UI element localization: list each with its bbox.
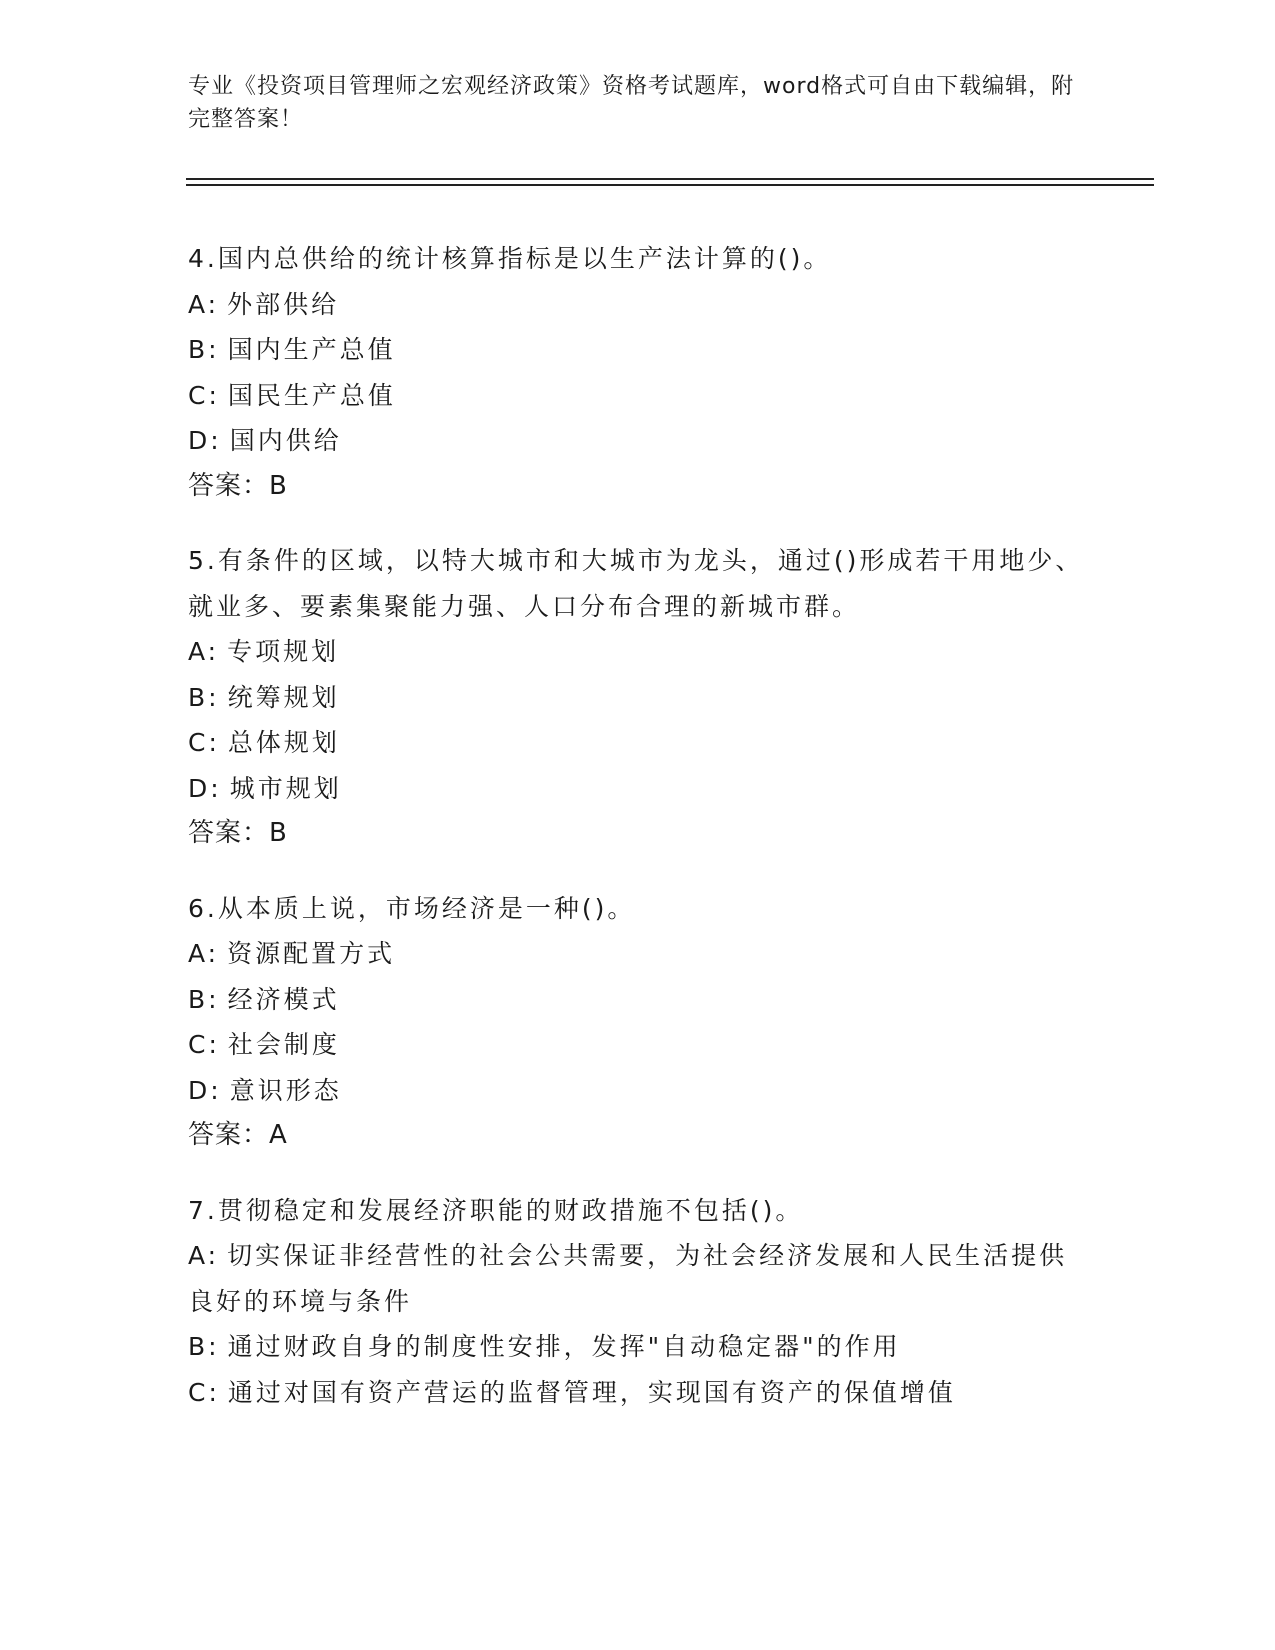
option-label: C: xyxy=(188,1377,220,1407)
question-4 xyxy=(188,236,1088,509)
option-c xyxy=(188,720,1088,766)
question-text: 国内总供给的统计核算指标是以生产法计算的()。 xyxy=(217,244,832,273)
option-b xyxy=(188,327,1088,373)
option-a xyxy=(188,931,1088,977)
question-number: 7. xyxy=(188,1195,218,1225)
option-label: B: xyxy=(188,335,220,364)
question-stem xyxy=(188,886,1088,932)
answer-value: B xyxy=(269,470,288,501)
option-label: D: xyxy=(188,1075,222,1105)
answer-value: B xyxy=(269,818,288,848)
header-text: 专业《投资项目管理师之宏观经济政策》资格考试题库，word格式可自由下载编辑，附完整答案！ xyxy=(188,74,1075,132)
option-a xyxy=(188,1233,1088,1324)
question-list xyxy=(188,236,1088,1444)
answer-line xyxy=(188,464,1088,510)
option-c xyxy=(188,373,1088,419)
option-text: 国内供给 xyxy=(229,426,342,455)
option-label: C: xyxy=(188,380,220,410)
option-text: 资源配置方式 xyxy=(227,939,396,968)
question-stem xyxy=(188,236,1088,282)
answer-line xyxy=(188,811,1088,857)
option-label: B: xyxy=(188,1332,220,1361)
answer-line xyxy=(188,1113,1088,1159)
option-a xyxy=(188,629,1088,675)
question-stem xyxy=(188,538,1088,629)
option-d xyxy=(188,418,1088,464)
option-text: 社会制度 xyxy=(227,1030,340,1059)
option-label: B: xyxy=(188,682,220,712)
option-text: 切实保证非经营性的社会公共需要，为社会经济发展和人民生活提供良好的环境与条件 xyxy=(188,1241,1068,1316)
option-text: 经济模式 xyxy=(227,984,340,1014)
option-text: 国民生产总值 xyxy=(227,380,396,410)
question-text: 从本质上说，市场经济是一种()。 xyxy=(217,893,636,923)
document-header xyxy=(188,70,1088,136)
option-label: D: xyxy=(188,426,222,455)
option-a xyxy=(188,282,1088,328)
option-label: A: xyxy=(188,939,220,968)
header-divider-top xyxy=(186,178,1154,180)
option-d xyxy=(188,766,1088,812)
option-c xyxy=(188,1022,1088,1068)
answer-label: 答案： xyxy=(188,470,270,501)
option-text: 通过对国有资产营运的监督管理，实现国有资产的保值增值 xyxy=(227,1377,956,1407)
option-label: B: xyxy=(188,984,220,1014)
option-b xyxy=(188,977,1088,1023)
option-text: 总体规划 xyxy=(227,728,340,757)
question-number: 5. xyxy=(188,546,218,575)
question-text: 有条件的区域，以特大城市和大城市为龙头，通过()形成若干用地少、就业多、要素集聚能力强、人口分布合理的新城市群。 xyxy=(188,546,1084,621)
question-number: 4. xyxy=(188,244,218,273)
answer-label: 答案： xyxy=(188,1120,270,1150)
question-stem xyxy=(188,1188,1088,1234)
question-7 xyxy=(188,1188,1088,1416)
option-text: 外部供给 xyxy=(227,289,340,319)
question-number: 6. xyxy=(188,893,218,923)
option-label: A: xyxy=(188,637,220,666)
option-text: 专项规划 xyxy=(227,637,340,666)
option-text: 通过财政自身的制度性安排，发挥"自动稳定器"的作用 xyxy=(227,1332,901,1361)
option-b xyxy=(188,1324,1088,1370)
option-text: 城市规划 xyxy=(229,773,342,803)
question-text: 贯彻稳定和发展经济职能的财政措施不包括()。 xyxy=(217,1195,804,1225)
option-label: A: xyxy=(188,289,220,319)
question-5 xyxy=(188,538,1088,857)
option-b xyxy=(188,675,1088,721)
option-label: C: xyxy=(188,1030,220,1059)
option-d xyxy=(188,1068,1088,1114)
option-c xyxy=(188,1370,1088,1416)
option-label: D: xyxy=(188,773,222,803)
answer-value: A xyxy=(269,1120,288,1150)
question-6 xyxy=(188,886,1088,1159)
option-text: 意识形态 xyxy=(229,1075,342,1105)
answer-label: 答案： xyxy=(188,818,270,848)
option-text: 国内生产总值 xyxy=(227,335,396,364)
option-text: 统筹规划 xyxy=(227,682,340,712)
header-divider-bottom xyxy=(186,184,1154,186)
option-label: C: xyxy=(188,728,220,757)
option-label: A: xyxy=(188,1241,220,1270)
